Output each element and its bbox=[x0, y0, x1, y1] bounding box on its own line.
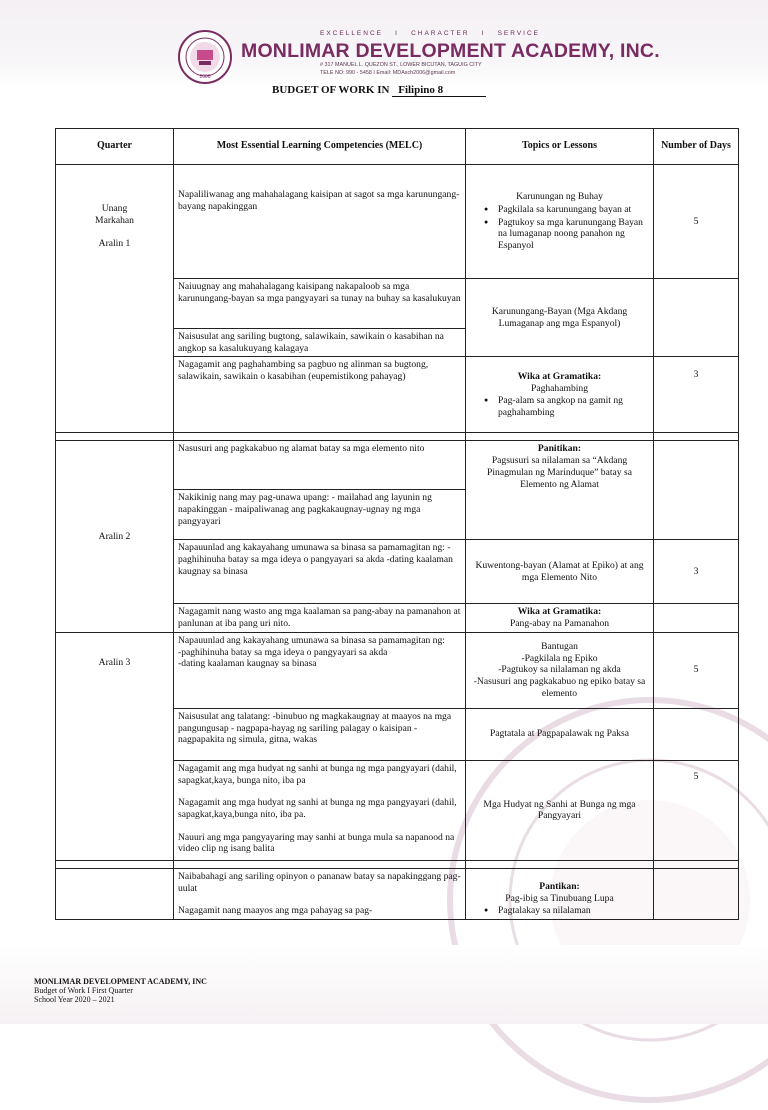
melc-text: Naiuugnay ang mahahalagang kaisipang nakapaloob sa mga karunungang-bayan sa mga pangyayari sa tunay na buhay sa kasalukuyan bbox=[178, 281, 461, 304]
melc-text: Nagagamit nang maayos ang mga pahayag sa pag- bbox=[178, 905, 373, 917]
topic-cell bbox=[466, 604, 654, 632]
motto-word: EXCELLENCE bbox=[320, 30, 383, 37]
topic-bullet: ● Pagtukoy sa mga karunungang Bayan na lumaganap noong panahon ng Espanyol bbox=[484, 217, 649, 252]
footer-year: School Year 2020 – 2021 bbox=[34, 995, 115, 1005]
topic-cell: Karunungang-Bayan (Mga Akdang Lumaganap ang mga Espanyol) bbox=[466, 279, 654, 357]
melc-text: Napauunlad ang kakayahang umunawa sa binasa sa pamamagitan ng: bbox=[178, 634, 445, 646]
topic-title: Wika at Gramatika: bbox=[517, 606, 602, 618]
topic-title: Panitikan: bbox=[537, 443, 582, 455]
footer-school: MONLIMAR DEVELOPMENT ACADEMY, INC bbox=[34, 977, 207, 986]
topic-cell: Pagtatala at Pagpapalawak ng Paksa bbox=[466, 708, 654, 760]
topic-cell bbox=[466, 165, 654, 279]
topic-title: Pantikan: bbox=[539, 880, 580, 892]
title-subject: Filipino 8 bbox=[392, 84, 486, 97]
topic-cell bbox=[466, 868, 654, 919]
title-prefix: BUDGET OF WORK IN bbox=[272, 84, 390, 96]
melc-text: Naisusulat ang talatang: -binubuo ng magkakaugnay at maayos na mga pangungusap - nagpapa-hayag ng sariling palagay o kaisipan -nagpapakita ng simula, gitna, wakas bbox=[178, 710, 452, 746]
spacer-row bbox=[56, 433, 739, 441]
melc-text: Napauunlad ang kakayahang umunawa sa binasa sa pamamagitan ng: -paghihinuha batay sa mga ideya o pangyayari sa akda -dating kaalaman kaugnay sa binasa bbox=[178, 542, 453, 577]
days-cell: 3 bbox=[654, 357, 739, 433]
motto-word: CHARACTER bbox=[411, 30, 470, 37]
topic-body: Pagsusuri sa nilalaman sa “Akdang Pinagmulan ng Marinduque” batay sa Elemento ng Alamat bbox=[487, 455, 632, 490]
topic-cell: Kuwentong-bayan (Alamat at Epiko) at ang mga Elemento Nito bbox=[466, 540, 654, 604]
days-cell: 5 bbox=[654, 165, 739, 279]
header-melc: Most Essential Learning Competencies (MELC) bbox=[174, 129, 466, 165]
days-cell: 5 bbox=[654, 760, 739, 860]
melc-text: Nagagamit ang mga hudyat ng sanhi at bunga ng mga pangyayari (dahil, sapagkat,kaya,bunga nito, iba pa. bbox=[178, 797, 457, 820]
melc-cell bbox=[174, 760, 466, 860]
spacer-row bbox=[56, 860, 739, 868]
school-logo bbox=[178, 30, 232, 84]
table-header-row bbox=[56, 129, 739, 165]
melc-text: Nagagamit ang mga hudyat ng sanhi at bunga ng mga pangyayari (dahil, sapagkat,kaya, bunga nito, iba pa bbox=[178, 762, 457, 786]
aralin-cell bbox=[56, 632, 174, 860]
melc-text: Napaliliwanag ang mahahalagang kaisipan at sagot sa mga karunungang-bayang napakinggan bbox=[178, 189, 460, 212]
melc-cell bbox=[174, 357, 466, 433]
topic-cell: Mga Hudyat ng Sanhi at Bunga ng mga Pangyayari bbox=[466, 760, 654, 860]
document-title bbox=[272, 84, 486, 97]
melc-cell bbox=[174, 632, 466, 708]
table-row bbox=[56, 165, 739, 279]
melc-text: Nasusuri ang pagkakabuo ng alamat batay sa mga elemento nito bbox=[178, 443, 425, 455]
topic-cell bbox=[466, 441, 654, 540]
melc-text: -paghihinuha batay sa mga ideya o pangyayari sa akda bbox=[178, 646, 388, 658]
school-contact: TELE NO: 990 - 5458 I Email: MDAsch2006@gmail.com bbox=[320, 70, 456, 76]
melc-cell bbox=[174, 329, 466, 357]
header-days: Number of Days bbox=[654, 129, 739, 165]
aralin-label: Aralin 3 bbox=[98, 656, 131, 668]
school-name: MONLIMAR DEVELOPMENT ACADEMY, INC. bbox=[241, 40, 660, 62]
school-address: # 317 MANUEL L. QUEZON ST., LOWER BICUTAN, TAGUIG CITY bbox=[320, 62, 482, 68]
days-cell bbox=[654, 868, 739, 919]
topic-bullet: ● Pag-alam sa angkop na gamit ng paghahambing bbox=[484, 395, 649, 418]
header-quarter: Quarter bbox=[56, 129, 174, 165]
days-cell: 3 bbox=[654, 540, 739, 604]
topic-title: Wika at Gramatika: bbox=[517, 371, 602, 382]
topic-line: -Pagtukoy sa nilalaman ng akda bbox=[498, 664, 621, 676]
quarter-label: Unang bbox=[101, 203, 128, 214]
header-topics: Topics or Lessons bbox=[466, 129, 654, 165]
motto bbox=[320, 30, 540, 37]
topic-title: Karunungan ng Buhay bbox=[516, 191, 603, 203]
topic-line: -Nasusuri ang pagkakabuo ng epiko batay sa elemento bbox=[473, 676, 646, 699]
melc-cell bbox=[174, 604, 466, 632]
topic-line: -Pagkilala ng Epiko bbox=[521, 652, 598, 664]
melc-cell bbox=[174, 279, 466, 329]
melc-cell bbox=[174, 441, 466, 490]
footer bbox=[34, 977, 207, 1005]
topic-cell bbox=[466, 357, 654, 433]
topic-subtitle: Pang-abay na Pamanahon bbox=[509, 618, 610, 630]
days-cell: 5 bbox=[654, 632, 739, 708]
motto-separator: I bbox=[395, 30, 399, 37]
melc-text: Nauuri ang mga pangyayaring may sanhi at bunga mula sa napanood na video clip ng isang balita bbox=[178, 831, 455, 855]
days-cell bbox=[654, 604, 739, 632]
days-cell bbox=[654, 708, 739, 760]
days-cell bbox=[654, 441, 739, 540]
table-row bbox=[56, 632, 739, 708]
logo-year: 2006 bbox=[199, 74, 211, 80]
budget-table bbox=[55, 128, 739, 920]
topic-subtitle: Paghahambing bbox=[530, 382, 589, 394]
melc-cell bbox=[174, 868, 466, 919]
melc-text: Nagagamit ang paghahambing sa pagbuo ng alinman sa bugtong, salawikain, sawikain o kasabihan (eupemistikong pahayag) bbox=[178, 359, 429, 383]
topic-cell bbox=[466, 632, 654, 708]
melc-cell bbox=[174, 540, 466, 604]
table-row bbox=[56, 441, 739, 490]
melc-cell bbox=[174, 708, 466, 760]
topic-subtitle: Pag-ibig sa Tinubuang Lupa bbox=[505, 892, 614, 904]
quarter-cell bbox=[56, 165, 174, 433]
quarter-cell bbox=[56, 868, 174, 919]
table-row bbox=[56, 868, 739, 919]
footer-doc: Budget of Work I First Quarter bbox=[34, 986, 133, 996]
melc-cell bbox=[174, 165, 466, 279]
topic-bullet: ● Pagkilala sa karunungang bayan at bbox=[484, 204, 649, 216]
aralin-cell: Aralin 2 bbox=[56, 441, 174, 632]
quarter-label: Markahan bbox=[95, 214, 134, 226]
topic-title: Bantugan bbox=[541, 641, 578, 653]
melc-text: Naisusulat ang sariling bugtong, salawikain, sawikain o kasabihan na angkop sa kasalukuyang kalagaya bbox=[178, 331, 444, 354]
motto-separator: I bbox=[481, 30, 486, 37]
melc-text: Naibabahagi ang sariling opinyon o pananaw batay sa napakinggang pag-uulat bbox=[178, 870, 461, 894]
days-cell bbox=[654, 279, 739, 357]
aralin-label: Aralin 1 bbox=[98, 238, 131, 250]
melc-text: Nakikinig nang may pag-unawa upang: - mailahad ang layunin ng napakinggan - maipaliwanag ang pagkakaugnay-ugnay ng mga pangyayari bbox=[178, 492, 432, 527]
topic-bullet: ● Pagtalakay sa nilalaman bbox=[484, 905, 649, 917]
motto-word: SERVICE bbox=[497, 30, 540, 37]
melc-text: Nagagamit nang wasto ang mga kaalaman sa pang-abay na pamanahon at panlunan at iba pang uri nito. bbox=[178, 606, 461, 630]
melc-text: -dating kaalaman kaugnay sa binasa bbox=[178, 658, 317, 670]
melc-cell bbox=[174, 490, 466, 540]
